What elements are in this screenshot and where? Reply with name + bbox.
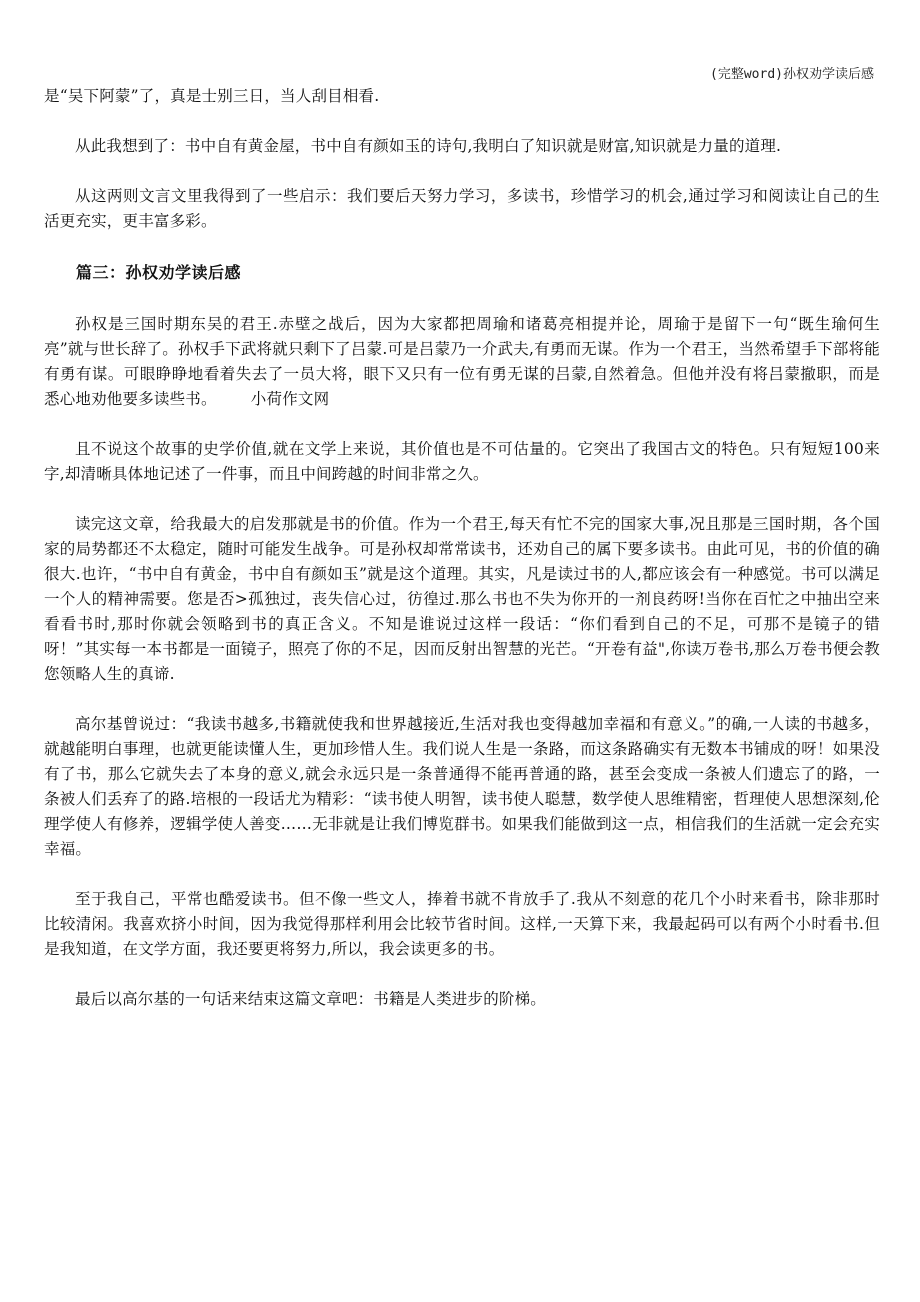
section-paragraph-5: 至于我自己，平常也酷爱读书。但不像一些文人，捧着书就不肯放手了.我从不刻意的花几个小时来看书，除非那时比较清闲。我喜欢挤小时间，因为我觉得那样利用会比较节省时间。这样,一天算下来，我最起码可以有两个小时看书.但是我知道，在文学方面，我还要更将努力,所以，我会读更多的书。 [44,890,880,958]
section-paragraph-3: 读完这文章，给我最大的启发那就是书的价值。作为一个君王,每天有忙不完的国家大事,况且那是三国时期，各个国家的局势都还不太稳定，随时可能发生战争。可是孙权却常常读书，还劝自己的属下要多读书。由此可见，书的价值的确很大.也许，“书中自有黄金，书中自有颜如玉”就是这个道理。其实，凡是读过书的人,都应该会有一种感觉。书可以满足一个人的精神需要。您是否>孤独过，丧失信心过，彷徨过.那么书也不失为你开的一剂良药呀!当你在百忙之中抽出空来看看书时,那时你就会领略到书的真正含义。不知是谁说过这样一段话：“你们看到自己的不足，可那不是镜子的错呀！”其实每一本书都是一面镜子，照亮了你的不足，因而反射出智慧的光芒。“开卷有益",你读万卷书,那么万卷书便会教您领略人生的真谛. [44,515,880,683]
section-heading: 篇三：孙权劝学读后感 [76,263,242,282]
section-paragraph-6: 最后以高尔基的一句话来结束这篇文章吧：书籍是人类进步的阶梯。 [75,990,547,1008]
intro-paragraph-2: 从此我想到了：书中自有黄金屋，书中自有颜如玉的诗句,我明白了知识就是财富,知识就是力量的道理. [75,137,782,155]
intro-paragraph-1: 是“吴下阿蒙”了，真是士别三日，当人刮目相看. [44,87,380,105]
section-paragraph-1-text: 孙权是三国时期东吴的君王.赤壁之战后，因为大家都把周瑜和诸葛亮相提并论，周瑜于是留下一句“既生瑜何生亮”就与世长辞了。孙权手下武将就只剩下了吕蒙.可是吕蒙乃一介武夫,有勇而无谋。作为一个君王，当然希望手下部将能有勇有谋。可眼睁睁地看着失去了一员大将，眼下又只有一位有勇无谋的吕蒙,自然着急。但他并没有将吕蒙撤职，而是悉心地劝他要多读些书。 [44,315,880,408]
section-paragraph-2: 且不说这个故事的史学价值,就在文学上来说，其价值也是不可估量的。它突出了我国古文的特色。只有短短100来字,却清晰具体地记述了一件事，而且中间跨越的时间非常之久。 [44,440,880,483]
source-tag: 小荷作文网 [250,390,330,408]
intro-paragraph-3: 从这两则文言文里我得到了一些启示：我们要后天努力学习，多读书，珍惜学习的机会,通过学习和阅读让自己的生活更充实，更丰富多彩。 [44,187,880,230]
section-paragraph-4: 高尔基曾说过：“我读书越多,书籍就使我和世界越接近,生活对我也变得越加幸福和有意义。”的确,一人读的书越多，就越能明白事理，也就更能读懂人生，更加珍惜人生。我们说人生是一条路，而这条路确实有无数本书铺成的呀！如果没有了书，那么它就失去了本身的意义,就会永远只是一条普通得不能再普通的路，甚至会变成一条被人们遗忘了的路，一条被人们丢弃了的路.培根的一段话尤为精彩：“读书使人明智，读书使人聪慧，数学使人思维精密，哲理使人思想深刻,伦理学使人有修养，逻辑学使人善变……无非就是让我们博览群书。如果我们能做到这一点，相信我们的生活就一定会充实幸福。 [44,715,880,858]
document-body [44,84,880,1037]
section-paragraph-1 [44,312,880,412]
page-header-title: (完整word)孙权劝学读后感 [710,67,874,82]
